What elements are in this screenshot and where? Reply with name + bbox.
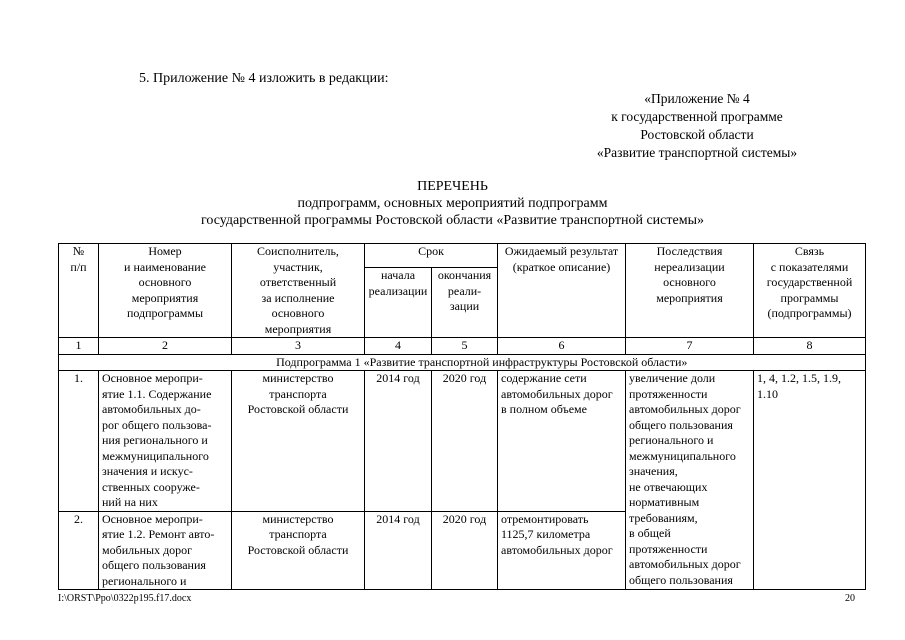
col-number: 1 [59, 338, 99, 355]
row-start: 2014 год [365, 371, 432, 512]
row-name: Основное меропри- ятие 1.2. Ремонт авто- мобильных дорог общего пользования регионального и [99, 511, 232, 590]
row-end: 2020 год [432, 371, 498, 512]
header-term: Срок [365, 244, 498, 268]
row-name: Основное меропри- ятие 1.1. Содержание автомобильных до- рог общего пользова- ния регионального и межмуниципального значения и искус- ственных сооруже- ний на них [99, 371, 232, 512]
header-executor: Соисполнитель, участник, ответственный за исполнение основного мероприятия [232, 244, 365, 338]
header-result: Ожидаемый результат (краткое описание) [498, 244, 626, 338]
row-num: 2. [59, 511, 99, 590]
footer-file-path: I:\ORST\Ppo\0322p195.f17.docx [58, 593, 192, 604]
row-end: 2020 год [432, 511, 498, 590]
row-executor: министерство транспорта Ростовской области [232, 371, 365, 512]
col-number: 4 [365, 338, 432, 355]
row-result: содержание сети автомобильных дорог в полном объеме [498, 371, 626, 512]
appendix-line-4: «Развитие транспортной системы» [596, 145, 798, 160]
subprogram-row [59, 354, 866, 371]
appendix-line-1: «Приложение № 4 [644, 91, 750, 106]
table-row [59, 371, 866, 512]
row-result: отремонтировать 1125,7 километра автомобильных дорог [498, 511, 626, 590]
header-consequences: Последствия нереализации основного мероприятия [626, 244, 754, 338]
column-numbers-row [59, 338, 866, 355]
row-link: 1, 4, 1.2, 1.5, 1.9, 1.10 [754, 371, 866, 590]
appendix-line-2: к государственной программе [611, 109, 783, 124]
row-start: 2014 год [365, 511, 432, 590]
intro-text: 5. Приложение № 4 изложить в редакции: [139, 71, 389, 86]
row-consequences: увеличение доли протяженности автомобильных дорог общего пользования регионального и межмуниципального значения, не отвечающих нормативным требованиям, в общей протяженности автомобильных дорог общего пользования [626, 371, 754, 590]
header-start: начала реализации [365, 268, 432, 338]
document-title [0, 178, 905, 229]
header-end: окончания реали- зации [432, 268, 498, 338]
subprogram-title: Подпрограмма 1 «Развитие транспортной инфраструктуры Ростовской области» [99, 354, 866, 371]
col-number: 3 [232, 338, 365, 355]
header-num: № п/п [59, 244, 99, 338]
col-number: 6 [498, 338, 626, 355]
col-number: 8 [754, 338, 866, 355]
appendix-line-3: Ростовской области [640, 127, 754, 142]
row-num: 1. [59, 371, 99, 512]
measures-table [58, 243, 866, 590]
row-executor: министерство транспорта Ростовской области [232, 511, 365, 590]
title-line-2: подпрограмм, основных мероприятий подпрограмм [297, 196, 608, 211]
header-name: Номер и наименование основного мероприятия подпрограммы [99, 244, 232, 338]
col-number: 7 [626, 338, 754, 355]
col-number: 5 [432, 338, 498, 355]
page-number: 20 [845, 593, 855, 604]
title-line-3: государственной программы Ростовской области «Развитие транспортной системы» [200, 213, 704, 228]
title-line-1: ПЕРЕЧЕНЬ [417, 179, 488, 194]
appendix-heading [567, 90, 827, 162]
header-link: Связь с показателями государственной программы (подпрограммы) [754, 244, 866, 338]
col-number: 2 [99, 338, 232, 355]
